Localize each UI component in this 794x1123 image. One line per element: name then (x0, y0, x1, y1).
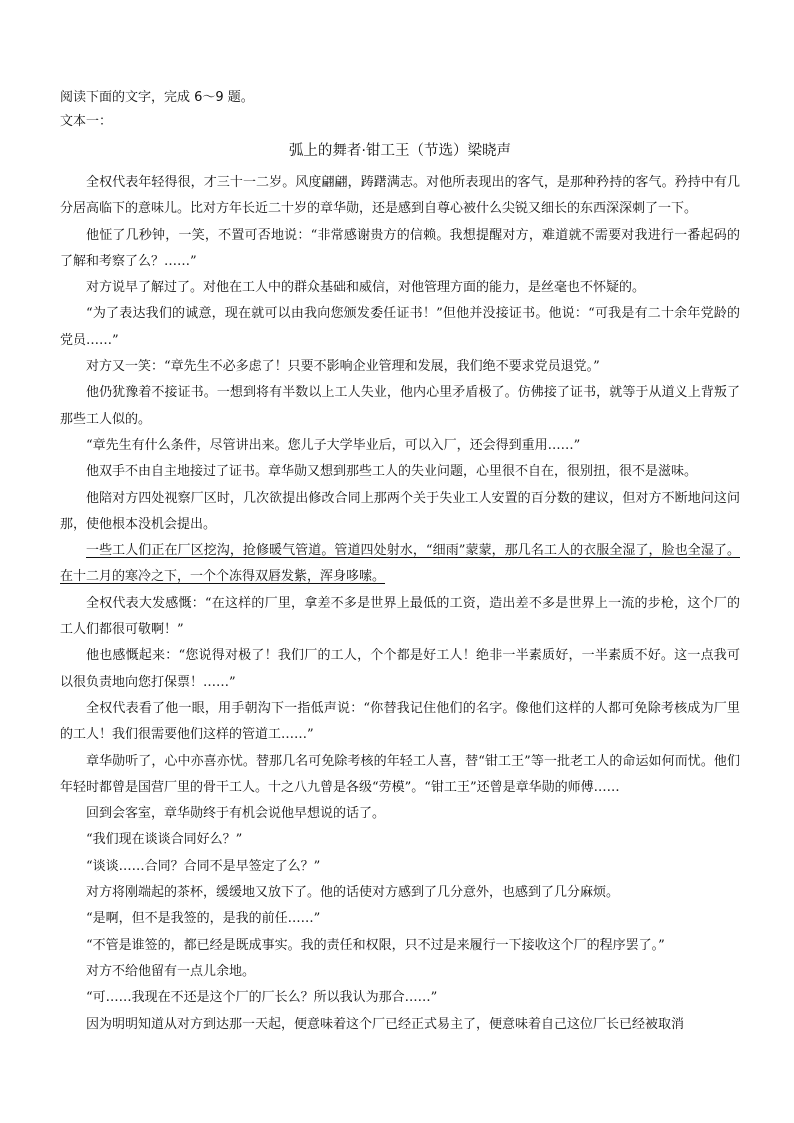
paragraph: “谈谈……合同？合同不是早签定了么？” (86, 858, 321, 874)
underlined-paragraph: 一些工人们正在厂区挖沟，抢修暖气管道。管道四处射水，“细雨”蒙蒙，那几名工人的衣服全湿了，脸也全湿了。在十二月的寒冷之下，一个个冻得双唇发紫，浑身哆嗦。 (60, 543, 740, 585)
paragraph: 回到会客室，章华勋终于有机会说他早想说的话了。 (86, 806, 386, 822)
paragraph: 全权代表年轻得很，才三十一二岁。风度翩翩，踌躇满志。对他所表现出的客气，是那种矜持的客气。矜持中有几分居高临下的意味儿。比对方年长近二十岁的章华勋，还是感到自尊心被什么尖锐又细长的东西深深刺了一下。 (60, 175, 740, 217)
paragraph: 他怔了几秒钟，一笑，不置可否地说：“非常感谢贵方的信赖。我想提醒对方，难道就不需要对我进行一番起码的了解和考察了么？……” (60, 227, 740, 269)
paragraph: 因为明明知道从对方到达那一天起，便意味着这个厂已经正式易主了，便意味着自己这位厂长已经被取消 (86, 1016, 685, 1032)
instruction-line: 阅读下面的文字，完成 6～9 题。 (60, 90, 254, 105)
paragraph: “可……我现在不还是这个厂的厂长么？所以我认为那合……” (86, 990, 438, 1006)
paragraph: 他陪对方四处视察厂区时，几次欲提出修改合同上那两个关于失业工人安置的百分数的建议，但对方不断地问这问那，使他根本没机会提出。 (60, 490, 740, 532)
paragraph: “为了表达我们的诚意，现在就可以由我向您颁发委任证书！”但他并没接证书。他说：“可我是有二十余年党龄的党员……” (60, 306, 740, 348)
paragraph: 全权代表大发感慨：“在这样的厂里，拿差不多是世界上最低的工资，造出差不多是世界上一流的步枪，这个厂的工人们都很可敬啊！” (60, 595, 740, 638)
paragraph: 他双手不由自主地接过了证书。章华勋又想到那些工人的失业问题，心里很不自在，很别扭，很不是滋味。 (86, 464, 698, 480)
document-page (60, 86, 740, 1038)
paragraph: 他仍犹豫着不接证书。一想到将有半数以上工人失业，他内心里矛盾极了。仿佛接了证书，就等于从道义上背叛了那些工人似的。 (60, 385, 740, 427)
passage-title: 弧上的舞者·钳工王（节选）梁晓声 (288, 143, 512, 159)
paragraph: 对方说早了解过了。对他在工人中的群众基础和威信，对他管理方面的能力，是丝毫也不怀疑的。 (86, 280, 646, 296)
paragraph: “我们现在谈谈合同好么？” (86, 832, 243, 848)
paragraph: “章先生有什么条件，尽管讲出来。您儿子大学毕业后，可以入厂，还会得到重用……” (86, 437, 581, 453)
paragraph: “是啊，但不是我签的，是我的前任……” (86, 911, 321, 927)
text-label: 文本一： (60, 114, 113, 129)
paragraph: 他也感慨起来：“您说得对极了！我们厂的工人，个个都是好工人！绝非一半素质好，一半素质不好。这一点我可以很负责地向您打保票！……” (60, 648, 740, 690)
paragraph: 对方不给他留有一点儿余地。 (86, 963, 256, 979)
paragraph: 章华勋听了，心中亦喜亦忧。替那几名可免除考核的年轻工人喜，替“钳工王”等一批老工人的命运如何而忧。他们年轻时都曾是国营厂里的骨干工人。十之八九曾是各级“劳模”。“钳工王”还曾是章华勋的师傅…… (60, 753, 740, 795)
paragraph: “不管是谁签的，都已经是既成事实。我的责任和权限，只不过是来履行一下接收这个厂的程序罢了。” (86, 937, 665, 953)
paragraph: 对方将刚端起的茶杯，缓缓地又放下了。他的话使对方感到了几分意外，也感到了几分麻烦。 (86, 885, 620, 901)
paragraph: 全权代表看了他一眼，用手朝沟下一指低声说：“你替我记住他们的名字。像他们这样的人都可免除考核成为厂里的工人！我们很需要他们这样的管道工……” (60, 700, 740, 743)
paragraph: 对方又一笑：“章先生不必多虑了！只要不影响企业管理和发展，我们绝不要求党员退党。” (86, 359, 600, 375)
